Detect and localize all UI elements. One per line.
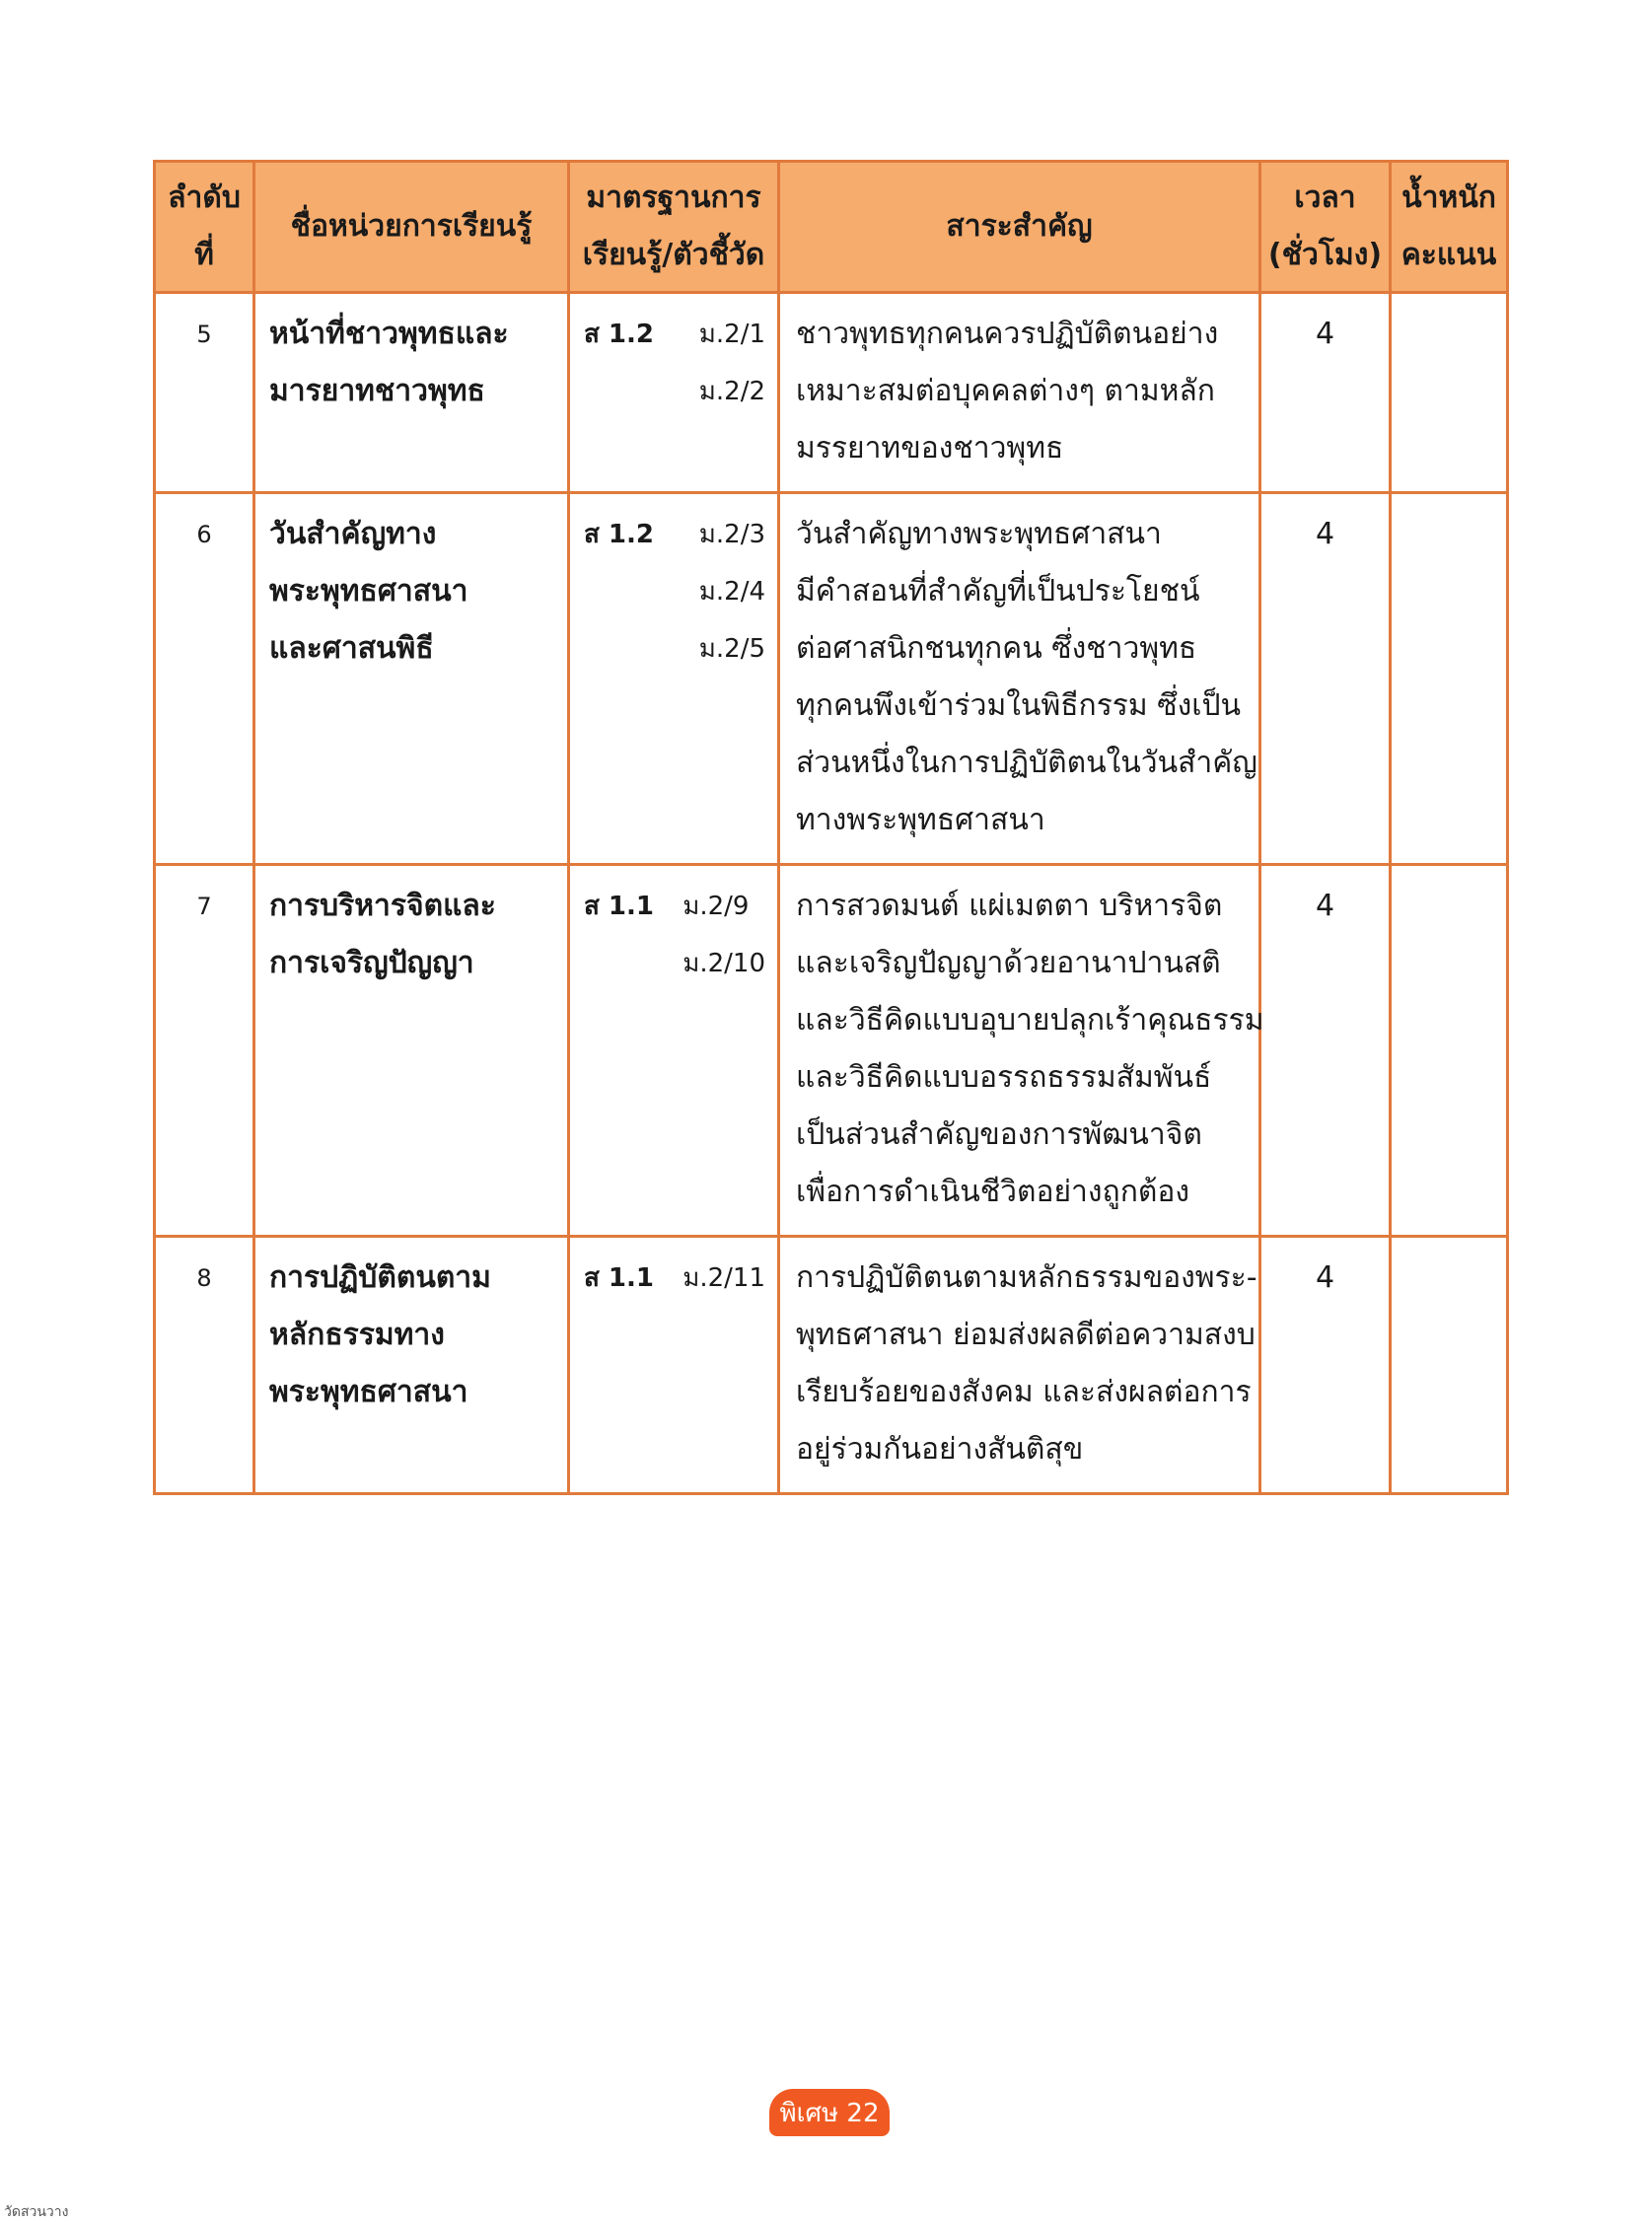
header-essence: สาระสำคัญ: [779, 162, 1260, 293]
time-hours: 4: [1260, 1237, 1391, 1494]
table-row: [155, 865, 1508, 1237]
header-no: ลำดับ ที่: [155, 162, 254, 293]
table-row: [155, 1237, 1508, 1494]
standard-code: ส 1.1: [584, 1263, 654, 1293]
row-number: 5: [155, 293, 254, 493]
standard-code: ส 1.2: [584, 520, 654, 549]
essence-cell: ชาวพุทธทุกคนควรปฏิบัติตนอย่าง เหมาะสมต่อบุคคลต่างๆ ตามหลัก มรรยาทของชาวพุทธ: [779, 293, 1260, 493]
standard-cell: [569, 493, 779, 865]
essence-cell: การสวดมนต์ แผ่เมตตา บริหารจิต และเจริญปัญญาด้วยอานาปานสติ และวิธีคิดแบบอุบายปลุกเร้าคุณธรรม และวิธีคิดแบบอรรถธรรมสัมพันธ์ เป็นส่วนสำคัญของการพัฒนาจิต เพื่อการดำเนินชีวิตอย่างถูกต้อง: [779, 865, 1260, 1237]
page-number-badge: พิเศษ 22: [769, 2089, 890, 2136]
standard-code: ส 1.1: [584, 892, 654, 921]
table-row: [155, 493, 1508, 865]
unit-name: การปฏิบัติตนตาม หลักธรรมทาง พระพุทธศาสนา: [254, 1237, 569, 1494]
indicator-list: ม.2/11: [682, 1263, 765, 1293]
standard-cell: [569, 1237, 779, 1494]
row-number: 8: [155, 1237, 254, 1494]
unit-name: การบริหารจิตและ การเจริญปัญญา: [254, 865, 569, 1237]
score-weight: [1391, 493, 1508, 865]
header-unit: ชื่อหน่วยการเรียนรู้: [254, 162, 569, 293]
time-hours: 4: [1260, 865, 1391, 1237]
unit-name: หน้าที่ชาวพุทธและ มารยาทชาวพุทธ: [254, 293, 569, 493]
header-standard: มาตรฐานการ เรียนรู้/ตัวชี้วัด: [569, 162, 779, 293]
table-header: [155, 162, 1508, 293]
standard-cell: [569, 293, 779, 493]
row-number: 6: [155, 493, 254, 865]
row-number: 7: [155, 865, 254, 1237]
score-weight: [1391, 293, 1508, 493]
essence-cell: การปฏิบัติตนตามหลักธรรมของพระ- พุทธศาสนา ย่อมส่งผลดีต่อความสงบ เรียบร้อยของสังคม และส่งผลต่อการ อยู่ร่วมกันอย่างสันติสุข: [779, 1237, 1260, 1494]
header-weight: น้ำหนัก คะแนน: [1391, 162, 1508, 293]
indicator-list: ม.2/3 ม.2/4 ม.2/5: [698, 520, 765, 664]
watermark-text: วัดสวนวาง: [4, 2204, 69, 2220]
curriculum-table: [153, 160, 1509, 1495]
indicator-list: ม.2/9 ม.2/10: [682, 892, 765, 978]
score-weight: [1391, 865, 1508, 1237]
table-row: [155, 293, 1508, 493]
time-hours: 4: [1260, 293, 1391, 493]
indicator-list: ม.2/1 ม.2/2: [698, 320, 765, 406]
score-weight: [1391, 1237, 1508, 1494]
standard-code: ส 1.2: [584, 320, 654, 349]
essence-cell: วันสำคัญทางพระพุทธศาสนา มีคำสอนที่สำคัญที่เป็นประโยชน์ ต่อศาสนิกชนทุกคน ซึ่งชาวพุทธ ทุกคนพึงเข้าร่วมในพิธีกรรม ซึ่งเป็น ส่วนหนึ่งในการปฏิบัติตนในวันสำคัญ ทางพระพุทธศาสนา: [779, 493, 1260, 865]
time-hours: 4: [1260, 493, 1391, 865]
standard-cell: [569, 865, 779, 1237]
table-body: [155, 293, 1508, 1494]
header-time: เวลา (ชั่วโมง): [1260, 162, 1391, 293]
unit-name: วันสำคัญทาง พระพุทธศาสนา และศาสนพิธี: [254, 493, 569, 865]
